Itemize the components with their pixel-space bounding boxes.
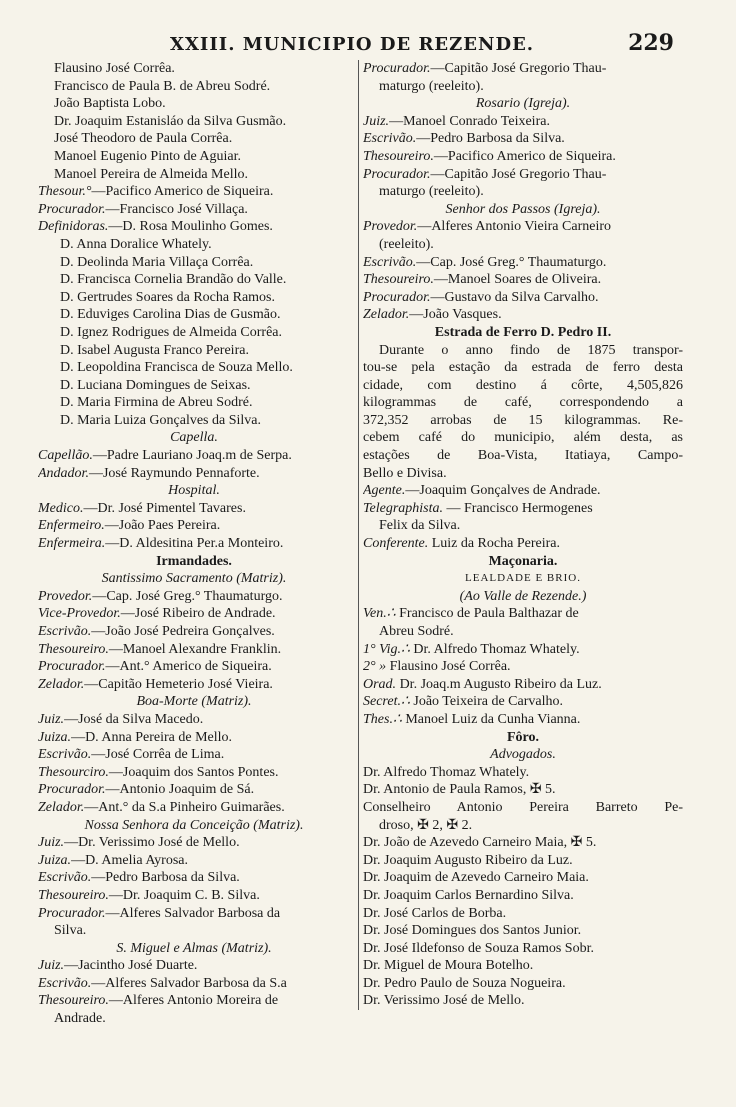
text-line [363, 306, 683, 324]
entry-text: Capella. [170, 430, 218, 446]
entry-text: Flausino José Corrêa. [54, 61, 175, 76]
text-line [363, 834, 683, 852]
entry-text: cidade, com destino á côrte, 4,505,826 [363, 377, 683, 393]
text-line [38, 905, 350, 923]
entry-text: maturgo (reeleito). [379, 78, 484, 94]
entry-text: D. Luciana Domingues de Seixas. [60, 377, 251, 393]
entry-text: —D. Anna Pereira de Mello. [71, 729, 233, 745]
text-line [363, 78, 683, 96]
entry-label: Definidoras. [38, 219, 109, 235]
entry-text: Manoel Eugenio Pinto de Aguiar. [54, 148, 242, 164]
entry-text: —Joaquim Gonçalves de Andrade. [405, 483, 601, 499]
text-line [38, 693, 350, 711]
entry-label: Enfermeiro. [38, 518, 105, 534]
entry-label: Juiza. [38, 852, 72, 868]
text-line [38, 799, 350, 817]
entry-text: Dr. Joaquim Augusto Ribeiro da Luz. [363, 852, 573, 868]
entry-text: Dr. Antonio de Paula Ramos, ✠ 5. [363, 782, 556, 798]
entry-text: Estrada de Ferro D. Pedro II. [434, 324, 612, 340]
text-line [38, 95, 350, 113]
entry-text: Santissimo Sacramento (Matriz). [101, 571, 287, 587]
text-line [38, 869, 350, 887]
text-line [38, 482, 350, 500]
text-line [363, 201, 683, 219]
entry-label: Enfermeira. [38, 536, 106, 552]
entry-text: Durante o anno findo de 1875 transpor- [379, 342, 683, 358]
entry-text: Manoel Pereira de Almeida Mello. [54, 166, 248, 182]
entry-text: —Pacifico Americo de Siqueira. [91, 184, 274, 200]
text-line [38, 940, 350, 958]
text-line [363, 992, 683, 1010]
entry-text: —Pacifico Americo de Siqueira. [433, 148, 616, 164]
text-line [363, 289, 683, 307]
entry-text: (Ao Valle de Rezende.) [459, 588, 587, 604]
entry-text: Bello e Divisa. [363, 465, 447, 481]
entry-text: Advogados. [490, 747, 556, 763]
entry-text: D. Deolinda Maria Villaça Corrêa. [60, 254, 254, 270]
text-line [38, 553, 350, 571]
text-line [38, 605, 350, 623]
text-line [363, 394, 683, 412]
entry-text: D. Francisca Cornelia Brandão do Valle. [60, 272, 287, 288]
text-line [363, 482, 683, 500]
text-line [363, 905, 683, 923]
entry-text: —José Corrêa de Lima. [91, 747, 225, 763]
entry-text: Conselheiro Antonio Pereira Barreto Pe- [363, 799, 683, 815]
entry-label: Zelador. [38, 676, 85, 692]
text-line [38, 781, 350, 799]
entry-text: — Francisco Hermogenes [443, 500, 593, 516]
entry-label: Medico. [38, 500, 84, 516]
entry-label: Procurador. [38, 782, 106, 798]
text-line [38, 764, 350, 782]
entry-text: Fôro. [506, 729, 539, 745]
text-line [363, 553, 683, 571]
text-line [363, 535, 683, 553]
text-line [38, 517, 350, 535]
entry-text: Francisco de Paula Balthazar de [395, 606, 579, 622]
text-line [363, 359, 683, 377]
entry-label: Zelador. [38, 799, 85, 815]
entry-text: (reeleito). [379, 236, 434, 252]
text-line [363, 570, 683, 588]
entry-label: Telegraphista. [363, 500, 443, 516]
entry-label: Procurador. [38, 659, 106, 675]
text-line [38, 412, 350, 430]
text-line [363, 218, 683, 236]
entry-label: Juiz. [363, 113, 390, 129]
text-line [363, 887, 683, 905]
text-line [38, 746, 350, 764]
entry-text: LEALDADE E BRIO. [465, 572, 581, 585]
page-number: 229 [628, 30, 674, 56]
entry-text: Dr. Alfredo Thomaz Whately. [409, 641, 580, 657]
entry-text: Maçonaria. [488, 553, 558, 569]
text-line [38, 429, 350, 447]
entry-text: Boa-Morte (Matriz). [136, 694, 252, 710]
entry-label: Ven.∴ [363, 606, 396, 622]
entry-text: —Pedro Barbosa da Silva. [91, 870, 240, 886]
entry-text: —José Ribeiro de Andrade. [120, 606, 276, 622]
text-line [363, 975, 683, 993]
entry-text: Dr. João de Azevedo Carneiro Maia, ✠ 5. [363, 835, 597, 851]
entry-text: Dr. Joaquim de Azevedo Carneiro Maia. [363, 870, 589, 886]
entry-text: João Teixeira de Carvalho. [409, 694, 563, 710]
entry-label: Thesoureiro. [363, 272, 434, 288]
entry-text: 372,352 arrobas de 15 kilogrammas. Re- [363, 412, 683, 428]
text-line [363, 588, 683, 606]
text-line [38, 201, 350, 219]
entry-text: —Ant.° Americo de Siqueira. [105, 659, 272, 675]
text-line [363, 324, 683, 342]
entry-label: Conferente. [363, 536, 429, 552]
entry-text: Flausino José Corrêa. [386, 659, 511, 675]
text-line [363, 852, 683, 870]
entry-text: maturgo (reeleito). [379, 184, 484, 200]
text-line [38, 887, 350, 905]
text-line [38, 535, 350, 553]
text-line [363, 377, 683, 395]
text-line [363, 605, 683, 623]
page-header [40, 30, 674, 56]
entry-label: Escrivão. [363, 254, 417, 270]
entry-label: Procurador. [38, 905, 106, 921]
entry-label: Secret.∴ [363, 694, 410, 710]
text-line [363, 517, 683, 535]
entry-label: Escrivão. [38, 975, 92, 991]
text-line [363, 130, 683, 148]
text-line [38, 641, 350, 659]
text-line [363, 746, 683, 764]
entry-label: Procurador. [363, 289, 431, 305]
text-line [38, 500, 350, 518]
entry-text: —Dr. Joaquim C. B. Silva. [108, 887, 260, 903]
text-line [38, 394, 350, 412]
entry-text: Silva. [54, 923, 87, 939]
entry-label: Thesoureiro. [38, 641, 109, 657]
page-title: XXIII. MUNICIPIO DE REZENDE. [170, 34, 535, 55]
entry-label: Escrivão. [38, 624, 92, 639]
text-line [363, 500, 683, 518]
text-line [363, 641, 683, 659]
text-line [38, 992, 350, 1010]
entry-text: —Manoel Soares de Oliveira. [433, 272, 602, 288]
text-line [38, 183, 350, 201]
entry-text: —Manoel Conrado Teixeira. [389, 113, 550, 129]
entry-text: tou-se pela estação da estrada de ferro desta [363, 360, 683, 376]
text-line [363, 113, 683, 131]
text-line [363, 465, 683, 483]
text-line [38, 729, 350, 747]
entry-label: Zelador. [363, 307, 410, 323]
entry-text: José Theodoro de Paula Corrêa. [54, 131, 233, 147]
entry-label: Escrivão. [38, 870, 92, 886]
entry-label: Provedor. [363, 219, 418, 235]
entry-text: —Jacintho José Duarte. [64, 958, 198, 974]
text-line [363, 271, 683, 289]
text-line [363, 693, 683, 711]
text-line [363, 781, 683, 799]
entry-text: Andrade. [54, 1011, 106, 1027]
entry-text: Rosario (Igreja). [475, 96, 571, 112]
entry-text: Dr. Joaq.m Augusto Ribeiro da Luz. [396, 676, 602, 692]
entry-text: Manoel Luiz da Cunha Vianna. [401, 711, 581, 727]
entry-label: Thesoureiro. [38, 887, 109, 903]
entry-text: Dr. Verissimo José de Mello. [363, 993, 525, 1009]
entry-text: —Cap. José Greg.° Thaumaturgo. [416, 254, 607, 270]
text-line [363, 799, 683, 817]
entry-text: Abreu Sodré. [379, 624, 454, 639]
text-line [363, 429, 683, 447]
entry-label: Thesourciro. [38, 764, 109, 780]
text-line [363, 148, 683, 166]
entry-text: —Joaquim dos Santos Pontes. [108, 764, 279, 780]
entry-label: Provedor. [38, 588, 93, 604]
text-line [363, 658, 683, 676]
entry-label: Agente. [363, 483, 406, 499]
text-line [363, 236, 683, 254]
text-line [363, 940, 683, 958]
entry-text: Senhor dos Passos (Igreja). [445, 201, 601, 217]
right-column [358, 60, 683, 1010]
text-line [38, 271, 350, 289]
text-line [38, 60, 350, 78]
entry-text: D. Anna Doralice Whately. [60, 236, 212, 252]
entry-text: Dr. Miguel de Moura Botelho. [363, 958, 534, 974]
entry-text: Hospital. [168, 483, 220, 499]
text-line [38, 957, 350, 975]
entry-label: Juiz. [38, 711, 65, 727]
entry-text: —Cap. José Greg.° Thaumaturgo. [92, 588, 283, 604]
text-line [363, 447, 683, 465]
entry-label: Juiz. [38, 835, 65, 851]
entry-label: Vice-Provedor. [38, 606, 121, 622]
entry-text: D. Ignez Rodrigues de Almeida Corrêa. [60, 324, 282, 340]
entry-label: Thesour.° [38, 184, 92, 200]
text-line [38, 236, 350, 254]
text-line [38, 834, 350, 852]
text-line [38, 166, 350, 184]
entry-text: S. Miguel e Almas (Matriz). [116, 940, 272, 956]
text-line [363, 183, 683, 201]
text-line [38, 377, 350, 395]
entry-label: Andador. [38, 465, 89, 481]
entry-label: Procurador. [363, 166, 431, 182]
text-line [38, 342, 350, 360]
entry-label: Procurador. [363, 61, 431, 76]
entry-text: Irmandades. [156, 553, 232, 569]
entry-label: Juiz. [38, 958, 65, 974]
text-line [363, 676, 683, 694]
entry-text: D. Maria Luiza Gonçalves da Silva. [60, 412, 261, 428]
text-line [38, 588, 350, 606]
entry-label: 2° » [363, 659, 387, 675]
text-line [38, 465, 350, 483]
entry-text: —D. Rosa Moulinho Gomes. [108, 219, 273, 235]
entry-text: —José da Silva Macedo. [64, 711, 204, 727]
entry-text: Dr. José Ildefonso de Souza Ramos Sobr. [363, 940, 594, 956]
entry-text: —Dr. Verissimo José de Mello. [64, 835, 240, 851]
text-line [363, 60, 683, 78]
entry-text: —Alferes Antonio Vieira Carneiro [417, 219, 611, 235]
entry-text: —Alferes Salvador Barbosa da [105, 905, 281, 921]
entry-text: —Capitão Hemeterio José Vieira. [84, 676, 273, 692]
entry-text: —D. Amelia Ayrosa. [71, 852, 188, 868]
text-line [38, 676, 350, 694]
entry-text: estações de Boa-Vista, Itatiaya, Campo- [363, 448, 683, 464]
text-line [38, 113, 350, 131]
entry-text: D. Eduviges Carolina Dias de Gusmão. [60, 307, 281, 323]
entry-text: Dr. José Carlos de Borba. [363, 905, 507, 921]
entry-text: D. Isabel Augusta Franco Pereira. [60, 342, 249, 358]
entry-text: —José Raymundo Pennaforte. [88, 465, 260, 481]
text-line [38, 78, 350, 96]
entry-text: Dr. Alfredo Thomaz Whately. [363, 764, 530, 780]
entry-text: —Gustavo da Silva Carvalho. [430, 289, 599, 305]
entry-text: —João Paes Pereira. [104, 518, 221, 534]
text-line [363, 764, 683, 782]
text-line [38, 359, 350, 377]
entry-label: Orad. [363, 676, 397, 692]
text-line [363, 166, 683, 184]
text-line [38, 711, 350, 729]
entry-label: Thesoureiro. [38, 993, 109, 1009]
entry-text: Dr. José Domingues dos Santos Junior. [363, 923, 582, 939]
entry-text: Dr. Joaquim Carlos Bernardino Silva. [363, 887, 574, 903]
entry-text: —Pedro Barbosa da Silva. [416, 131, 565, 147]
entry-text: —Francisco José Villaça. [105, 201, 248, 217]
entry-text: cebem café do municipio, além desta, as [363, 430, 683, 446]
text-line [363, 869, 683, 887]
entry-text: Dr. Pedro Paulo de Souza Nogueira. [363, 975, 566, 991]
entry-text: Dr. Joaquim Estanisláo da Silva Gusmão. [54, 113, 287, 129]
entry-text: —Capitão José Gregorio Thau- [430, 166, 607, 182]
text-line [38, 324, 350, 342]
text-line [363, 817, 683, 835]
text-line [363, 711, 683, 729]
entry-text: —João Vasques. [409, 307, 502, 323]
entry-label: Procurador. [38, 201, 106, 217]
entry-text: —D. Aldesitina Per.a Monteiro. [105, 536, 284, 552]
text-line [38, 975, 350, 993]
text-line [363, 729, 683, 747]
entry-label: Thesoureiro. [363, 148, 434, 164]
text-line [38, 148, 350, 166]
entry-text: —Capitão José Gregorio Thau- [430, 61, 607, 76]
text-line [363, 95, 683, 113]
text-line [38, 922, 350, 940]
text-line [363, 957, 683, 975]
text-line [38, 306, 350, 324]
text-line [38, 447, 350, 465]
entry-label: Thes.∴ [363, 711, 402, 727]
text-line [38, 218, 350, 236]
entry-text: —Dr. José Pimentel Tavares. [83, 500, 246, 516]
entry-text: —Alferes Antonio Moreira de [108, 993, 279, 1009]
entry-text: Luiz da Rocha Pereira. [428, 536, 560, 552]
left-column [38, 60, 350, 1028]
text-line [38, 817, 350, 835]
entry-text: D. Maria Firmina de Abreu Sodré. [60, 395, 253, 411]
entry-text: —João José Pedreira Gonçalves. [91, 624, 275, 639]
text-line [363, 922, 683, 940]
text-line [38, 658, 350, 676]
entry-label: Juiza. [38, 729, 72, 745]
text-line [363, 342, 683, 360]
entry-text: —Ant.° da S.a Pinheiro Guimarães. [84, 799, 285, 815]
entry-text: —Manoel Alexandre Franklin. [108, 641, 282, 657]
entry-label: Escrivão. [38, 747, 92, 763]
entry-text: kilogrammas de café, correspondendo a [363, 395, 683, 411]
entry-label: Capellão. [38, 448, 93, 464]
text-line [38, 570, 350, 588]
text-line [38, 623, 350, 641]
entry-text: Nossa Senhora da Conceição (Matriz). [84, 817, 304, 833]
entry-label: 1° Vig.∴ [363, 641, 410, 657]
entry-text: —Antonio Joaquim de Sá. [105, 782, 255, 798]
text-line [38, 289, 350, 307]
entry-text: D. Gertrudes Soares da Rocha Ramos. [60, 289, 276, 305]
text-line [363, 412, 683, 430]
entry-text: droso, ✠ 2, ✠ 2. [379, 817, 473, 833]
entry-label: Escrivão. [363, 131, 417, 147]
text-line [38, 852, 350, 870]
entry-text: D. Leopoldina Francisca de Souza Mello. [60, 360, 293, 376]
entry-text: —Padre Lauriano Joaq.m de Serpa. [92, 448, 292, 464]
entry-text: Francisco de Paula B. de Abreu Sodré. [54, 78, 271, 94]
text-line [38, 130, 350, 148]
text-line [363, 254, 683, 272]
entry-text: João Baptista Lobo. [54, 96, 166, 112]
entry-text: Felix da Silva. [379, 518, 461, 534]
entry-text: —Alferes Salvador Barbosa da S.a [91, 975, 287, 991]
text-line [38, 254, 350, 272]
text-line [363, 623, 683, 641]
text-line [38, 1010, 350, 1028]
